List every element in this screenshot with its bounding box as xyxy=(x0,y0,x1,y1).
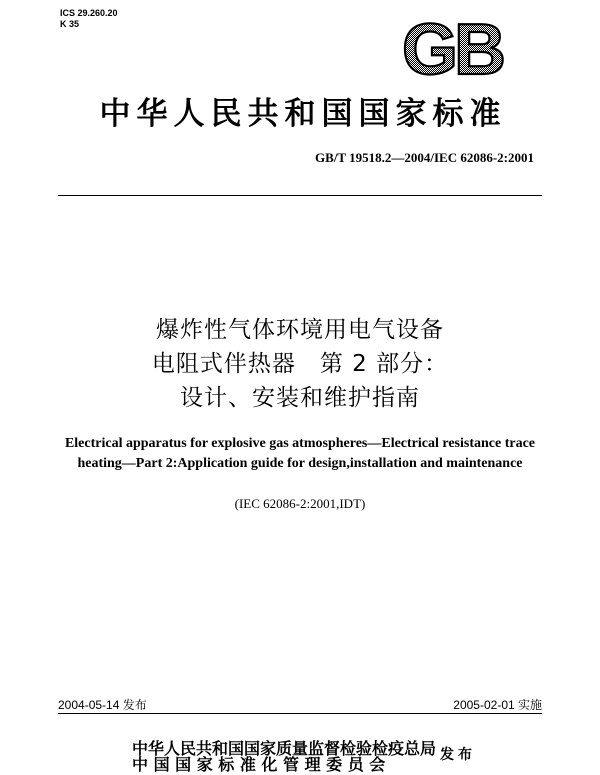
bottom-divider xyxy=(58,713,542,714)
title-en-line2: heating—Part 2:Application guide for design,installation and maintenance xyxy=(77,456,523,471)
org-title: 中华人民共和国国家标准 xyxy=(99,96,507,132)
standard-number: GB/T 19518.2—2004/IEC 62086-2:2001 xyxy=(315,150,534,165)
issuer-line2: 中 国 国 家 标 准 化 管 理 委 员 会 xyxy=(132,755,386,774)
implementation-date: 2005-02-01 实施 xyxy=(453,698,542,712)
issue-date: 2004-05-14 发布 xyxy=(58,698,147,712)
gb-logo-text: GB xyxy=(402,18,502,80)
ics-code: ICS 29.260.20 xyxy=(60,8,118,18)
gb-logo xyxy=(393,18,511,80)
title-zh-line2: 电阻式伴热器 第 2 部分： xyxy=(151,351,449,377)
ccs-code: K 35 xyxy=(60,19,80,29)
classification-codes xyxy=(60,8,118,30)
title-en-line1: Electrical apparatus for explosive gas atmospheres—Electrical resistance trace xyxy=(64,436,536,451)
title-zh-line3: 设计、安装和维护指南 xyxy=(180,385,420,411)
title-zh-line1: 爆炸性气体环境用电气设备 xyxy=(156,317,444,343)
equivalence-note: (IEC 62086-2:2001,IDT) xyxy=(234,496,366,511)
publish-label: 发布 xyxy=(440,747,476,763)
issuer-line1: 中华人民共和国国家质量监督检验检疫总局 xyxy=(132,739,437,758)
top-divider xyxy=(58,195,542,196)
